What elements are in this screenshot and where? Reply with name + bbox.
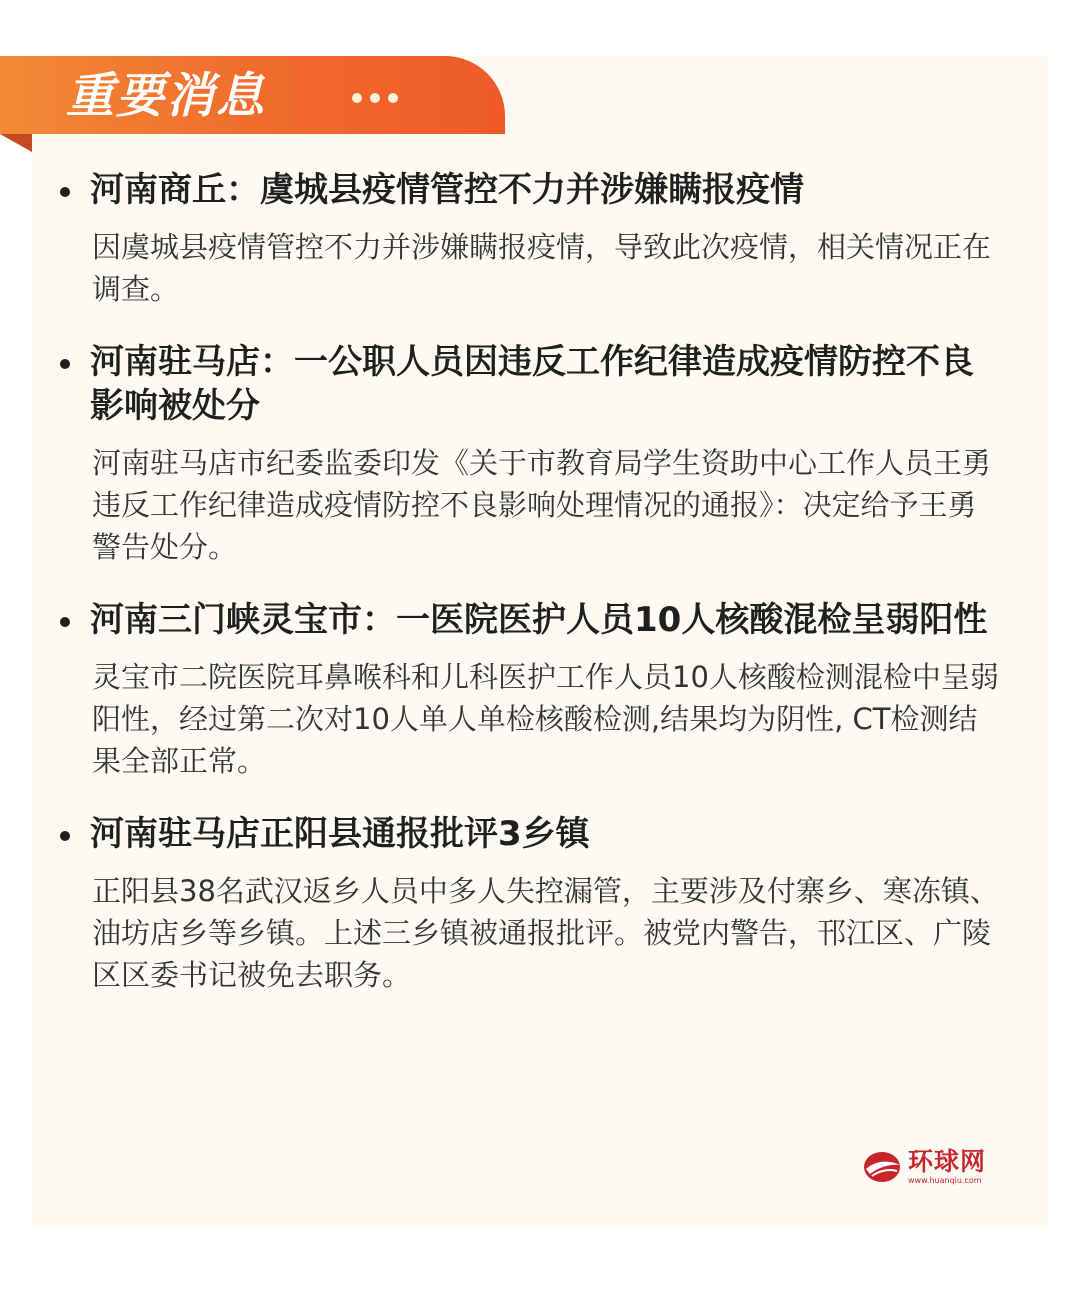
news-item: [60, 168, 1000, 310]
news-item: [60, 812, 1000, 996]
news-item: [60, 598, 1000, 782]
news-body: 因虞城县疫情管控不力并涉嫌瞒报疫情，导致此次疫情，相关情况正在调查。: [92, 230, 992, 306]
banner-title: 重要消息: [66, 68, 267, 124]
news-title: 河南三门峡灵宝市：一医院医护人员10人核酸混检呈弱阳性: [60, 598, 1000, 642]
news-title: 河南驻马店正阳县通报批评3乡镇: [60, 812, 1000, 856]
news-title: 河南商丘：虞城县疫情管控不力并涉嫌瞒报疫情: [60, 168, 1000, 212]
news-item: [60, 340, 1000, 568]
logo-name: 环球网: [908, 1147, 987, 1176]
news-list: [60, 168, 1000, 1026]
news-body: 正阳县38名武汉返乡人员中多人失控漏管，主要涉及付寨乡、寒冻镇、油坊店乡等乡镇。上述三乡镇被通报批评。被党内警告，邗江区、广陵区区委书记被免去职务。: [92, 874, 999, 992]
logo-url: www.huanqiu.com: [908, 1176, 982, 1185]
globe-logo-icon: [862, 1150, 902, 1184]
more-dots-icon: [352, 93, 398, 103]
news-title: 河南驻马店：一公职人员因违反工作纪律造成疫情防控不良影响被处分: [60, 340, 1000, 428]
header-banner: [0, 56, 505, 134]
banner-fold: [0, 134, 32, 152]
news-body: 河南驻马店市纪委监委印发《关于市教育局学生资助中心工作人员王勇违反工作纪律造成疫情防控不良影响处理情况的通报》：决定给予王勇警告处分。: [92, 446, 992, 564]
huanqiu-logo: [862, 1148, 986, 1186]
news-body: 灵宝市二院医院耳鼻喉科和儿科医护工作人员10人核酸检测混检中呈弱阳性，经过第二次对10人单人单检核酸检测,结果均为阴性, CT检测结果全部正常。: [92, 660, 999, 778]
